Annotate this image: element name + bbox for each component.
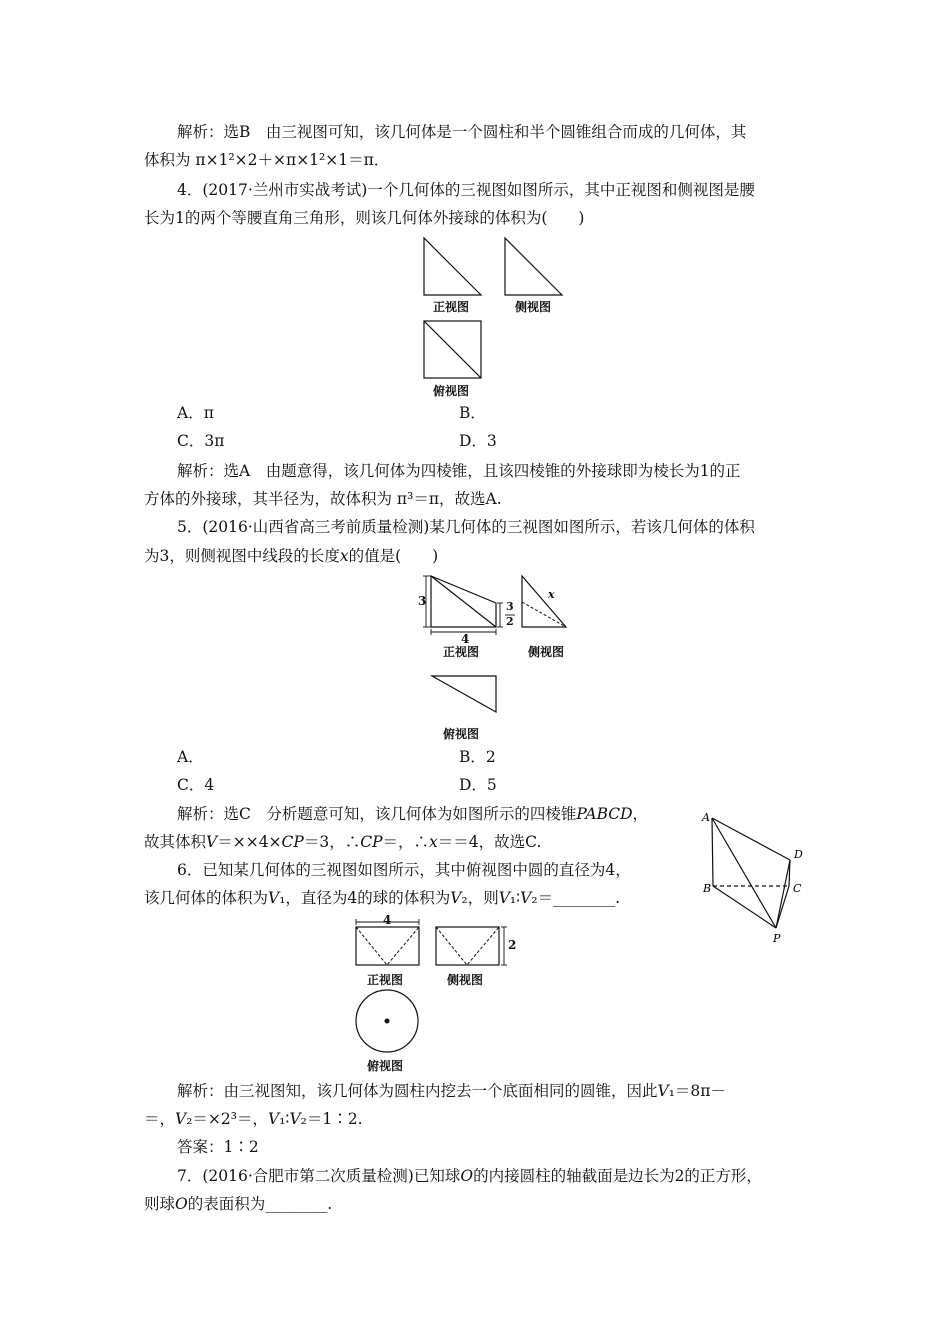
- text-part: ＝，∴: [382, 833, 430, 851]
- side-view-caption: 侧视图: [528, 645, 565, 659]
- vertex-p: P: [773, 932, 781, 945]
- vertex-d: D: [794, 848, 803, 861]
- text-line: 体积为 π×1²×2＋×π×1²×1＝π．: [144, 151, 390, 169]
- math-var: O: [460, 1167, 474, 1185]
- option-b: B．2: [459, 748, 496, 766]
- text-part: ，: [632, 805, 649, 823]
- math-var: V: [289, 1110, 301, 1128]
- front-view-caption: 正视图: [433, 300, 470, 314]
- text-part: ＝3，∴: [303, 833, 361, 851]
- option-c: C．4: [177, 776, 215, 794]
- text-part: ₁＝8π－: [668, 1082, 726, 1100]
- text-part: ＝，: [144, 1110, 176, 1128]
- top-view-caption: 俯视图: [443, 727, 480, 741]
- math-var: CP: [360, 833, 383, 851]
- variable-x: x: [339, 547, 349, 565]
- dim-fraction-den: 2: [506, 615, 514, 628]
- math-var: CP: [281, 833, 304, 851]
- math-var: V: [498, 889, 510, 907]
- text-part: ₂＝________.: [531, 889, 621, 907]
- top-view-caption: 俯视图: [367, 1059, 404, 1073]
- vertex-a: A: [702, 811, 710, 824]
- dim-fraction-num: 3: [506, 600, 514, 613]
- dim-width: 4: [383, 913, 392, 927]
- text-part: 解析：选C 分析题意可知，该几何体为如图所示的四棱锥: [177, 805, 577, 823]
- option-c: C．3π: [177, 432, 225, 450]
- text-line: 解析：选A 由题意得，该几何体为四棱锥，且该四棱锥的外接球即为棱长为1的正: [177, 462, 741, 480]
- text-line: [177, 1081, 726, 1101]
- text-part: 的内接圆柱的轴截面是边长为2的正方形，: [473, 1167, 762, 1185]
- option-b: B．: [459, 404, 486, 422]
- option-d: D．5: [459, 776, 497, 794]
- option-a: A．: [177, 748, 204, 766]
- math-var: V: [206, 833, 218, 851]
- text-part: 则球: [144, 1195, 176, 1213]
- text-part: 该几何体的体积为: [144, 889, 269, 907]
- text-part: ＝＝4，故选C.: [437, 833, 542, 851]
- math-var: V: [520, 889, 532, 907]
- side-view-caption: 侧视图: [447, 973, 484, 987]
- dim-height: 3: [418, 594, 427, 608]
- vertex-b: B: [703, 882, 712, 895]
- side-x-label: x: [548, 588, 555, 601]
- text-line: 解析：选B 由三视图可知，该几何体是一个圆柱和半个圆锥组合而成的几何体，其: [177, 123, 747, 141]
- text-part: 解析：由三视图知，该几何体为圆柱内挖去一个底面相同的圆锥，因此: [177, 1082, 658, 1100]
- text-line: 长为1的两个等腰直角三角形，则该几何体外接球的体积为( ): [144, 209, 585, 227]
- text-part: 故其体积: [144, 833, 207, 851]
- answer-line: 答案：1∶2: [177, 1138, 259, 1156]
- math-var: V: [268, 1110, 280, 1128]
- text-part: ₂＝1∶2.: [300, 1110, 363, 1128]
- dim-height: 2: [508, 938, 517, 952]
- front-view-caption: 正视图: [443, 645, 480, 659]
- dim-width: 4: [461, 632, 470, 646]
- text-line: [144, 1109, 363, 1129]
- text-line: 方体的外接球，其半径为，故体积为 π³＝π，故选A.: [144, 490, 502, 508]
- top-view-caption: 俯视图: [433, 384, 470, 398]
- option-d: D．3: [459, 432, 497, 450]
- text-part: ₂＝×2³＝，: [186, 1110, 268, 1128]
- text-line: [177, 1166, 762, 1186]
- text-part: 7．(2016·合肥市第二次质量检测)已知球: [177, 1167, 461, 1185]
- text-part: ₁∶: [279, 1110, 290, 1128]
- math-var: V: [657, 1082, 669, 1100]
- text-line: 4．(2017·兰州市实战考试)一个几何体的三视图如图所示，其中正视图和侧视图是腰: [177, 181, 755, 199]
- text-part: ₂，则: [461, 889, 499, 907]
- math-var: x: [429, 833, 438, 851]
- vertex-c: C: [793, 882, 802, 895]
- text-line: 5．(2016·山西省高三考前质量检测)某几何体的三视图如图所示，若该几何体的体积: [177, 518, 755, 536]
- text-part: ＝××4×: [217, 833, 282, 851]
- text-part: ₁∶: [509, 889, 521, 907]
- text-part: ₁，直径为4的球的体积为: [279, 889, 451, 907]
- text-line: 6．已知某几何体的三视图如图所示，其中俯视图中圆的直径为4，: [177, 861, 631, 879]
- math-var: V: [268, 889, 280, 907]
- math-var: V: [450, 889, 462, 907]
- math-var: O: [175, 1195, 188, 1213]
- text-part: 的值是( ): [348, 547, 439, 565]
- text-part: 为3，则侧视图中线段的长度: [144, 547, 340, 565]
- math-var: V: [175, 1110, 187, 1128]
- text-part: 的表面积为________.: [187, 1195, 333, 1213]
- option-a: A．π: [177, 404, 214, 422]
- front-view-caption: 正视图: [367, 973, 404, 987]
- math-var: PABCD: [576, 805, 633, 823]
- side-view-caption: 侧视图: [515, 300, 552, 314]
- text-line: [144, 1194, 332, 1214]
